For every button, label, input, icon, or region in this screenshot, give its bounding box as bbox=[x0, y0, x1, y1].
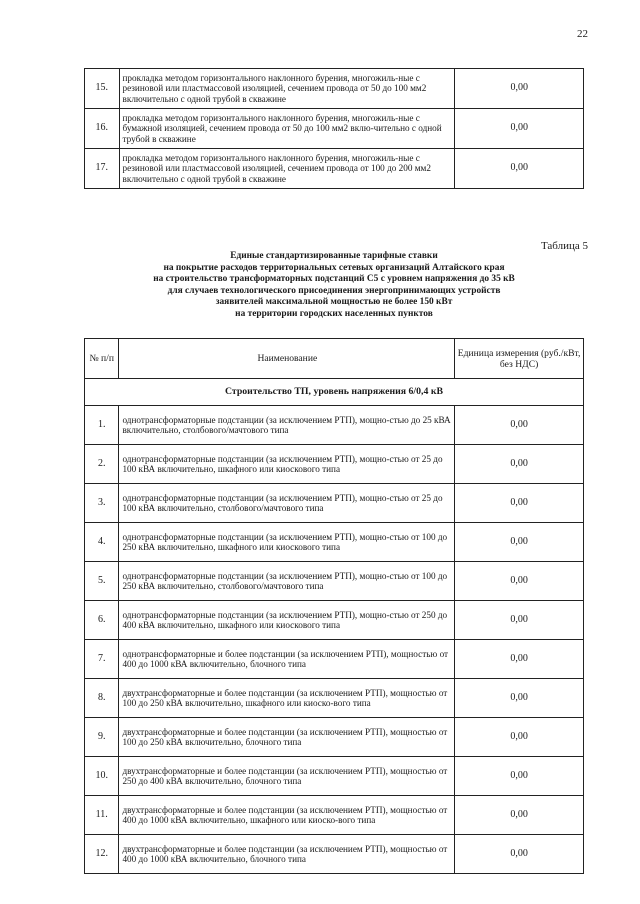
header-name: Наименование bbox=[119, 339, 455, 379]
row-value: 0,00 bbox=[455, 601, 584, 640]
row-value: 0,00 bbox=[455, 718, 584, 757]
row-value: 0,00 bbox=[455, 679, 584, 718]
table-row bbox=[85, 484, 584, 523]
row-number: 7. bbox=[85, 640, 119, 679]
row-value: 0,00 bbox=[455, 109, 584, 149]
row-value: 0,00 bbox=[455, 562, 584, 601]
table-row bbox=[85, 69, 584, 109]
table-row bbox=[85, 562, 584, 601]
table-row bbox=[85, 109, 584, 149]
section-title: Строительство ТП, уровень напряжения 6/0,4 кВ bbox=[85, 379, 584, 406]
row-description: прокладка методом горизонтального наклонного бурения, многожиль-ные с резиновой или пластмассовой изоляцией, сечением провода от 100 до 200 мм2 включительно с одной трубой в скважине bbox=[119, 149, 455, 189]
row-number: 16. bbox=[85, 109, 120, 149]
table-row bbox=[85, 523, 584, 562]
row-number: 2. bbox=[85, 445, 119, 484]
title-line: на покрытие расходов территориальных сетевых организаций Алтайского края bbox=[163, 262, 505, 273]
table-row bbox=[85, 835, 584, 874]
row-description: двухтрансформаторные и более подстанции (за исключением РТП), мощностью от 100 до 250 кВА включительно, шкафного или киоско-вого типа bbox=[119, 679, 455, 718]
row-description: однотрансформаторные и более подстанции (за исключением РТП), мощностью от 400 до 1000 кВА включительно, блочного типа bbox=[119, 640, 455, 679]
row-value: 0,00 bbox=[455, 523, 584, 562]
row-number: 1. bbox=[85, 406, 119, 445]
row-value: 0,00 bbox=[455, 406, 584, 445]
row-number: 11. bbox=[85, 796, 119, 835]
row-value: 0,00 bbox=[455, 445, 584, 484]
table-row bbox=[85, 796, 584, 835]
title-line: на территории городских населенных пунктов bbox=[235, 308, 433, 319]
row-description: однотрансформаторные подстанции (за исключением РТП), мощно-стью от 100 до 250 кВА включительно, столбового/мачтового типа bbox=[119, 562, 455, 601]
row-value: 0,00 bbox=[455, 796, 584, 835]
table-title bbox=[84, 251, 584, 321]
row-description: двухтрансформаторные и более подстанции (за исключением РТП), мощностью от 100 до 250 кВА включительно, блочного типа bbox=[119, 718, 455, 757]
table-row bbox=[85, 601, 584, 640]
row-number: 4. bbox=[85, 523, 119, 562]
table-row bbox=[85, 757, 584, 796]
row-number: 3. bbox=[85, 484, 119, 523]
title-line: заявителей максимальной мощностью не более 150 кВт bbox=[215, 297, 453, 308]
table-label: Таблица 5 bbox=[540, 240, 588, 252]
title-line: для случаев технологического присоединения энергопринимающих устройств bbox=[167, 285, 501, 296]
row-number: 6. bbox=[85, 601, 119, 640]
tariff-table bbox=[84, 338, 584, 874]
table-row bbox=[85, 406, 584, 445]
row-description: двухтрансформаторные и более подстанции (за исключением РТП), мощностью от 400 до 1000 кВА включительно, блочного типа bbox=[119, 835, 455, 874]
row-value: 0,00 bbox=[455, 484, 584, 523]
row-number: 8. bbox=[85, 679, 119, 718]
row-description: однотрансформаторные подстанции (за исключением РТП), мощно-стью до 25 кВА включительно, столбового/мачтового типа bbox=[119, 406, 455, 445]
table-header bbox=[85, 339, 584, 379]
row-description: прокладка методом горизонтального наклонного бурения, многожиль-ные с бумажной изоляцией, сечением провода от 50 до 100 мм2 вклю-чительно с одной трубой в скважине bbox=[119, 109, 455, 149]
section-row bbox=[85, 379, 584, 406]
row-number: 12. bbox=[85, 835, 119, 874]
row-value: 0,00 bbox=[455, 835, 584, 874]
row-value: 0,00 bbox=[455, 149, 584, 189]
row-number: 5. bbox=[85, 562, 119, 601]
row-number: 10. bbox=[85, 757, 119, 796]
page-number: 22 bbox=[577, 28, 588, 40]
row-number: 17. bbox=[85, 149, 120, 189]
row-description: двухтрансформаторные и более подстанции (за исключением РТП), мощностью от 250 до 400 кВА включительно, блочного типа bbox=[119, 757, 455, 796]
row-value: 0,00 bbox=[455, 757, 584, 796]
row-description: однотрансформаторные подстанции (за исключением РТП), мощно-стью от 25 до 100 кВА включительно, шкафного или киоскового типа bbox=[119, 445, 455, 484]
table-row bbox=[85, 718, 584, 757]
row-description: однотрансформаторные подстанции (за исключением РТП), мощно-стью от 100 до 250 кВА включительно, шкафного или киоскового типа bbox=[119, 523, 455, 562]
table-row bbox=[85, 149, 584, 189]
row-number: 9. bbox=[85, 718, 119, 757]
row-description: двухтрансформаторные и более подстанции (за исключением РТП), мощностью от 400 до 1000 кВА включительно, шкафного или киоско-вого типа bbox=[119, 796, 455, 835]
row-description: прокладка методом горизонтального наклонного бурения, многожиль-ные с резиновой или пластмассовой изоляцией, сечением провода от 50 до 100 мм2 включительно с одной трубой в скважине bbox=[119, 69, 455, 109]
row-number: 15. bbox=[85, 69, 120, 109]
title-line: на строительство трансформаторных подстанций С5 с уровнем напряжения до 35 кВ bbox=[153, 274, 515, 285]
title-line: Единые стандартизированные тарифные ставки bbox=[230, 251, 438, 261]
table-row bbox=[85, 640, 584, 679]
table-row bbox=[85, 445, 584, 484]
row-description: однотрансформаторные подстанции (за исключением РТП), мощно-стью от 250 до 400 кВА включительно, шкафного или киоскового типа bbox=[119, 601, 455, 640]
table-row bbox=[85, 679, 584, 718]
row-value: 0,00 bbox=[455, 640, 584, 679]
row-description: однотрансформаторные подстанции (за исключением РТП), мощно-стью от 25 до 100 кВА включительно, столбового/мачтового типа bbox=[119, 484, 455, 523]
header-number: № п/п bbox=[85, 339, 119, 379]
row-value: 0,00 bbox=[455, 69, 584, 109]
header-unit: Единица измерения (руб./кВт, без НДС) bbox=[455, 339, 584, 379]
continuation-table bbox=[84, 68, 584, 189]
